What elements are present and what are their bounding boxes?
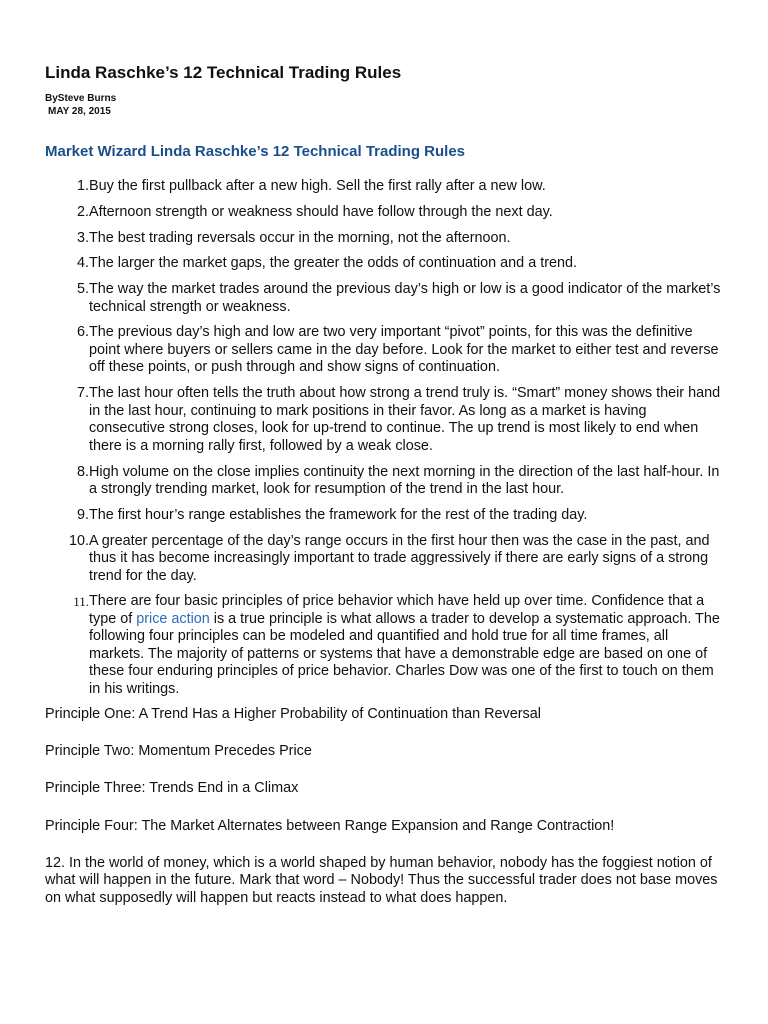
list-item xyxy=(45,255,725,273)
rule-text: Afternoon strength or weakness should have follow through the next day. xyxy=(89,203,553,220)
principle-one: Principle One: A Trend Has a Higher Probability of Continuation than Reversal xyxy=(45,705,541,722)
author-byline: BySteve Burns xyxy=(45,93,117,104)
rule-number: 9. xyxy=(76,506,89,523)
list-item xyxy=(45,281,725,316)
list-item xyxy=(45,464,725,499)
list-item xyxy=(45,385,725,455)
rule-number: 7. xyxy=(76,385,89,402)
rule-number: 1. xyxy=(76,178,89,194)
article-subtitle: Market Wizard Linda Raschke’s 12 Technical Trading Rules xyxy=(45,143,465,160)
list-item xyxy=(45,593,725,698)
rule-text: The best trading reversals occur in the morning, not the afternoon. xyxy=(89,229,511,246)
article xyxy=(45,62,725,907)
rule-text-part: is a true principle is what allows a trader to develop a systematic approach. The following four principles can be modeled and quantified and hold true for all time frames, all markets. The majority of patterns or systems that have a demonstrable edge are based on one of these four enduring principles of price behavior. Charles Dow was one of the first to touch on them in his writings. xyxy=(89,610,720,697)
rule-number: 8. xyxy=(76,463,89,480)
rule-twelve: 12. In the world of money, which is a world shaped by human behavior, nobody has the foggiest notion of what will happen in the future. Mark that word – Nobody! Thus the successful trader does not base moves on what supposedly will happen but reacts instead to what does happen. xyxy=(45,854,718,906)
rule-text: The way the market trades around the previous day’s high or low is a good indicator of the market’s technical strength or weakness. xyxy=(89,281,721,315)
rule-number: 3. xyxy=(76,229,89,246)
price-action-link[interactable]: price action xyxy=(136,610,210,627)
principle-three: Principle Three: Trends End in a Climax xyxy=(45,780,299,797)
list-item xyxy=(45,533,725,586)
principle-two: Principle Two: Momentum Precedes Price xyxy=(45,743,312,760)
rule-text: The last hour often tells the truth about how strong a trend truly is. “Smart” money shows their hand in the last hour, continuing to mark positions in their favor. As long as a market is having consecutive strong closes, look for up-trend to continue. The up trend is most likely to end when there is a morning rally first, followed by a weak close. xyxy=(89,385,721,454)
list-item xyxy=(45,324,725,377)
rule-number: 11. xyxy=(73,594,89,610)
rule-text: The first hour’s range establishes the framework for the rest of the trading day. xyxy=(89,506,588,523)
rule-number: 5. xyxy=(76,281,89,298)
rule-text-part: There are four basic principles of price behavior which have held up over time. Confidence that a type of xyxy=(89,593,705,627)
rule-number: 4. xyxy=(76,255,89,272)
rule-number: 2. xyxy=(76,203,89,220)
principles-section xyxy=(45,706,725,835)
rule-text xyxy=(89,593,725,698)
rule-text: Buy the first pullback after a new high. Sell the first rally after a new low. xyxy=(89,178,546,194)
publish-date: MAY 28, 2015 xyxy=(48,106,111,117)
rule-number: 6. xyxy=(76,324,89,341)
article-title: Linda Raschke’s 12 Technical Trading Rules xyxy=(45,63,402,82)
list-item xyxy=(45,204,725,222)
list-item xyxy=(45,230,725,248)
rule-text: A greater percentage of the day’s range occurs in the first hour then was the case in the past, and thus it has become increasingly important to trade aggressively if there are early signs of a strong trend for the day. xyxy=(89,532,710,584)
rules-list xyxy=(45,178,725,698)
principle-four: Principle Four: The Market Alternates between Range Expansion and Range Contraction! xyxy=(45,817,615,834)
rule-number: 10. xyxy=(68,532,89,549)
list-item xyxy=(45,178,725,196)
rule-text: The larger the market gaps, the greater the odds of continuation and a trend. xyxy=(89,255,577,272)
rule-text: The previous day’s high and low are two very important “pivot” points, for this was the definitive point where buyers or sellers came in the day before. Look for the market to either test and reverse off these points, or push through and show signs of continuation. xyxy=(89,324,719,376)
list-item xyxy=(45,507,725,525)
rule-text: High volume on the close implies continuity the next morning in the direction of the last half-hour. In a strongly trending market, look for resumption of the trend in the last hour. xyxy=(89,463,720,498)
